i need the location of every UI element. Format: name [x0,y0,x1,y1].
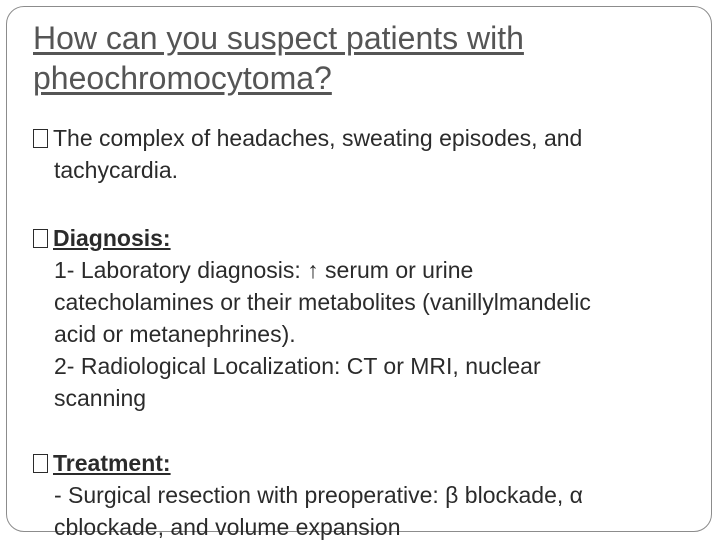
bullet-treatment [33,447,713,543]
bullet-line [33,447,713,479]
bullet-line [33,122,713,154]
symptoms-text-line-1: The complex of headaches, sweating episodes, and [53,125,583,151]
bullet-box-icon [33,129,48,148]
diagnosis-line-3: acid or metanephrines). [54,321,296,347]
title-line-1: How can you suspect patients with [33,20,524,56]
bullet-box-icon [33,229,48,248]
diagnosis-line-2: catecholamines or their metabolites (vanillylmandelic [54,289,591,315]
bullet-line [33,222,713,254]
treatment-heading: Treatment: [53,450,171,476]
slide-title [33,18,693,98]
symptoms-text-line-2: tachycardia. [54,157,179,183]
title-line-2: pheochromocytoma? [33,60,332,96]
bullet-diagnosis [33,222,713,414]
diagnosis-line-4: 2- Radiological Localization: CT or MRI, nuclear [54,353,541,379]
treatment-line-2: cblockade, and volume expansion [54,514,401,540]
diagnosis-heading: Diagnosis: [53,225,171,251]
diagnosis-line-5: scanning [54,385,147,411]
diagnosis-line-1: 1- Laboratory diagnosis: ↑ serum or urine [54,257,474,283]
treatment-line-1: - Surgical resection with preoperative: β blockade, α [54,482,583,508]
bullet-box-icon [33,454,48,473]
bullet-symptoms [33,122,713,186]
